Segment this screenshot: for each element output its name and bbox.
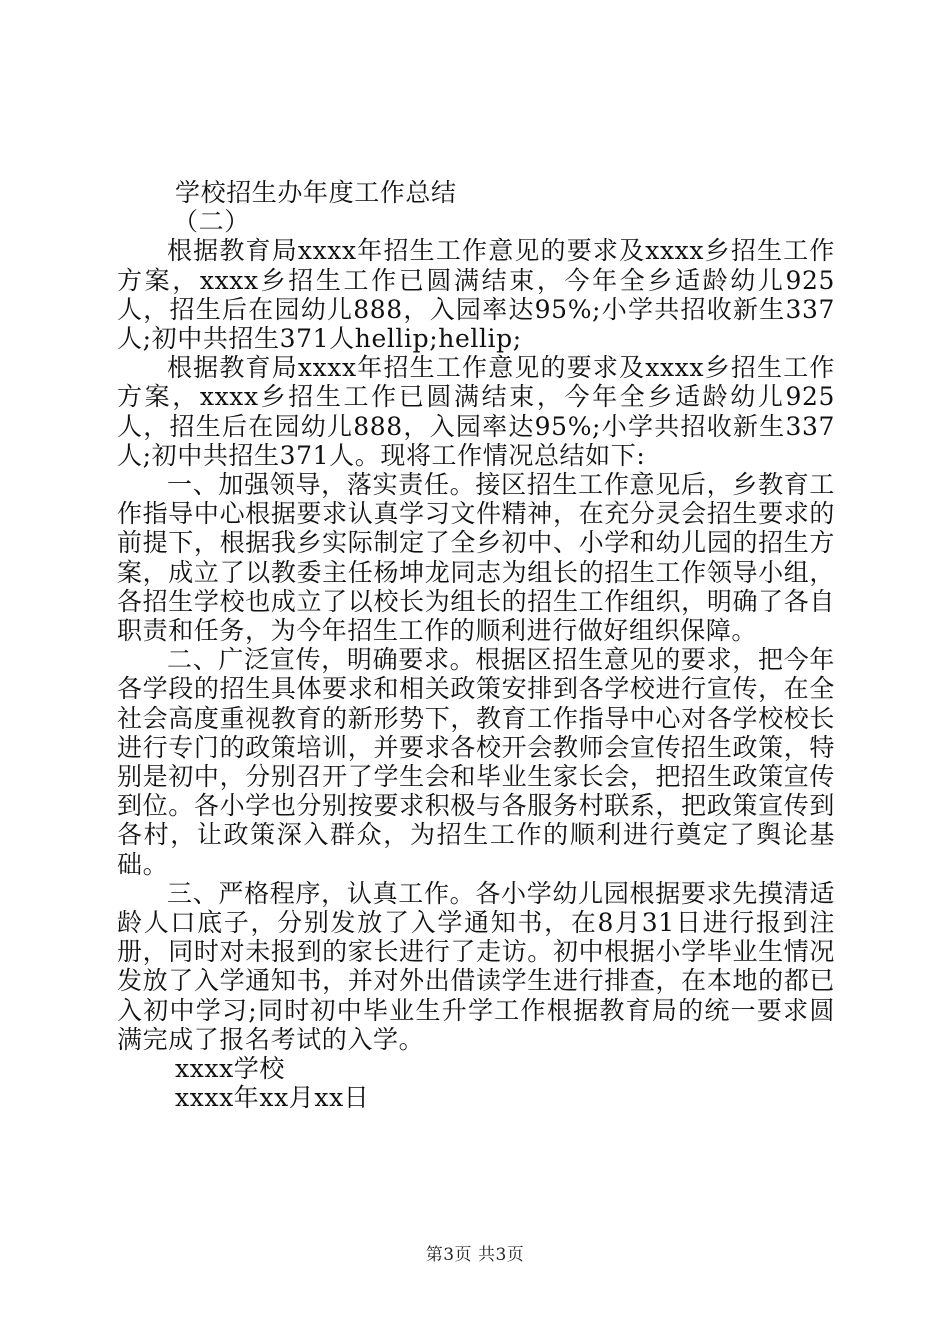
document-title: 学校招生办年度工作总结: [175, 178, 457, 207]
document-subtitle: （二）: [173, 207, 250, 237]
signature-school: xxxx学校: [175, 1054, 285, 1084]
paragraph-intro: 根据教育局xxxx年招生工作意见的要求及xxxx乡招生工作方案，xxxx乡招生工作已圆满结束，今年全乡适龄幼儿925人，招生后在园幼儿888，入园率达95%;小学共招收新生337人;初中共招生371人。现将工作情况总结如下:: [117, 353, 835, 470]
paragraph-section-two: 二、广泛宣传，明确要求。根据区招生意见的要求，把今年各学段的招生具体要求和相关政策安排到各学校进行宣传，在全社会高度重视教育的新形势下，教育工作指导中心对各学校校长进行专门的政策培训，并要求各校开会教师会宣传招生政策，特别是初中，分别召开了学生会和毕业生家长会，把招生政策宣传到位。各小学也分别按要求积极与各服务村联系，把政策宣传到各村，让政策深入群众，为招生工作的顺利进行奠定了舆论基础。: [117, 645, 835, 879]
paragraph-section-one: 一、加强领导，落实责任。接区招生工作意见后，乡教育工作指导中心根据要求认真学习文件精神，在充分灵会招生要求的前提下，根据我乡实际制定了全乡初中、小学和幼儿园的招生方案，成立了以教委主任杨坤龙同志为组长的招生工作领导小组，各招生学校也成立了以校长为组长的招生工作组织，明确了各自职责和任务，为今年招生工作的顺利进行做好组织保障。: [117, 470, 835, 646]
paragraph-intro-excerpt: 根据教育局xxxx年招生工作意见的要求及xxxx乡招生工作方案，xxxx乡招生工作已圆满结束，今年全乡适龄幼儿925人，招生后在园幼儿888，入园率达95%;小学共招收新生337人;初中共招生371人hellip;hellip;: [117, 236, 835, 353]
document-body: [117, 178, 835, 1112]
page-number-footer: 第3页 共3页: [425, 1245, 525, 1265]
paragraph-section-three: 三、严格程序，认真工作。各小学幼儿园根据要求先摸清适龄人口底子，分别发放了入学通知书，在8月31日进行报到注册，同时对未报到的家长进行了走访。初中根据小学毕业生情况发放了入学通知书，并对外出借读学生进行排查，在本地的都已入初中学习;同时初中毕业生升学工作根据教育局的统一要求圆满完成了报名考试的入学。: [117, 878, 835, 1054]
signature-date: xxxx年xx月xx日: [175, 1083, 370, 1113]
